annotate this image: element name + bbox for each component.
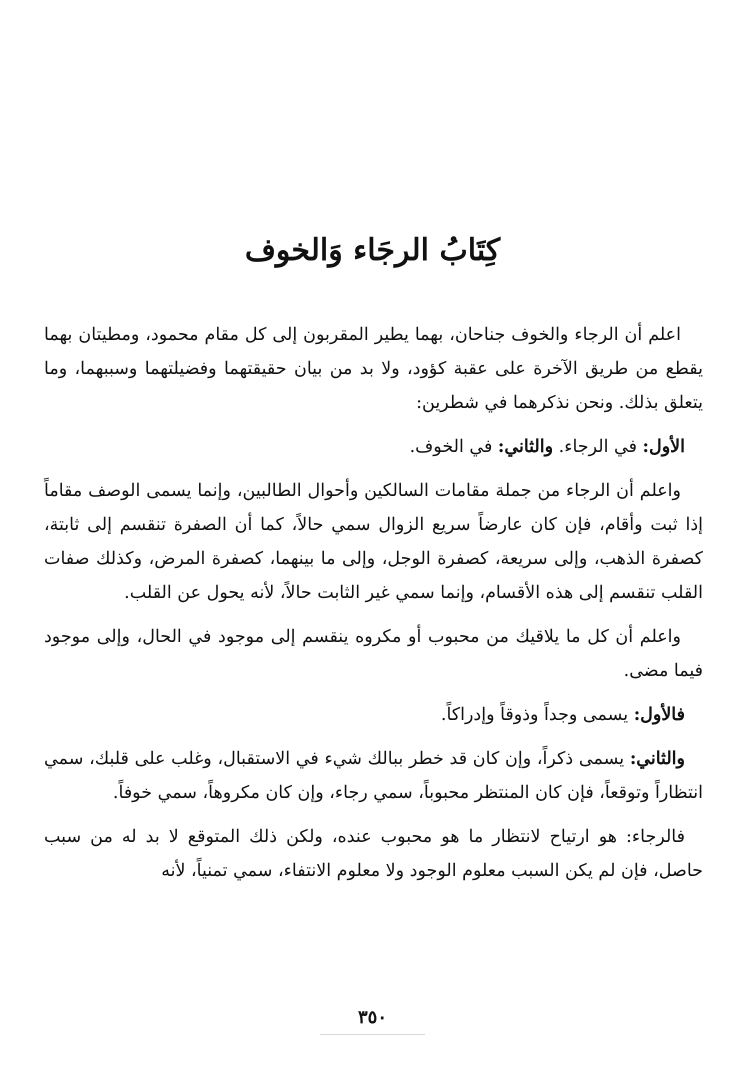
chapter-title: كِتَابُ الرجَاء وَالخوف <box>244 233 501 268</box>
paragraph-hope-definition: فالرجاء: هو ارتياح لانتظار ما هو محبوب عنده، ولكن ذلك المتوقع لا بد له من سبب حاصل، فإن لم يكن السبب معلوم الوجود ولا معلوم الانتفاء، سمي تمنياً، لأنه <box>44 827 703 881</box>
paragraph-second <box>44 742 703 810</box>
second-text: يسمى ذكراً، وإن كان قد خطر ببالك شيء في الاستقبال، وغلب على قلبك، سمي انتظاراً وتوقعاً، فإن كان المنتظر محبوباً، سمي رجاء، وإن كان مكروهاً، سمي خوفاً. <box>44 749 703 803</box>
body-text <box>44 318 703 898</box>
paragraph-first <box>44 698 703 732</box>
first-text: يسمى وجداً وذوقاً وإدراكاً. <box>440 705 634 725</box>
part-two-label: والثاني: <box>497 437 554 457</box>
page-number: ٣٥٠ <box>357 1007 387 1028</box>
paragraph-intro: اعلم أن الرجاء والخوف جناحان، بهما يطير المقربون إلى كل مقام محمود، ومطيتان بهما يقطع من طريق الآخرة على عقبة كؤود، ولا بد من بيان حقيقتهما وفضيلتهما وسببهما، وما يتعلق بذلك. ونحن نذكرهما في شطرين: <box>44 325 703 413</box>
part-one-text: في الرجاء. <box>553 437 643 457</box>
paragraph-station-state: واعلم أن الرجاء من جملة مقامات السالكين وأحوال الطالبين، وإنما يسمى الوصف مقاماً إذا ثبت وأقام، فإن كان عارضاً سريع الزوال سمي حالاً، كما أن الصفرة تنقسم إلى ثابتة، كصفرة الذهب، وإلى سريعة، كصفرة الوجل، وإلى ما بينهما، كصفرة المرض، وكذلك صفات القلب تنقسم إلى هذه الأقسام، وإنما سمي غير الثابت حالاً، لأنه يحول عن القلب. <box>44 481 703 603</box>
part-one-label: الأول: <box>642 437 685 457</box>
paragraph-present-past: واعلم أن كل ما يلاقيك من محبوب أو مكروه ينقسم إلى موجود في الحال، وإلى موجود فيما مضى. <box>44 627 703 681</box>
part-two-text: في الخوف. <box>409 437 498 457</box>
second-label: والثاني: <box>629 749 685 769</box>
footer-rule <box>320 1034 425 1035</box>
first-label: فالأول: <box>633 705 685 725</box>
paragraph-parts <box>44 430 703 464</box>
